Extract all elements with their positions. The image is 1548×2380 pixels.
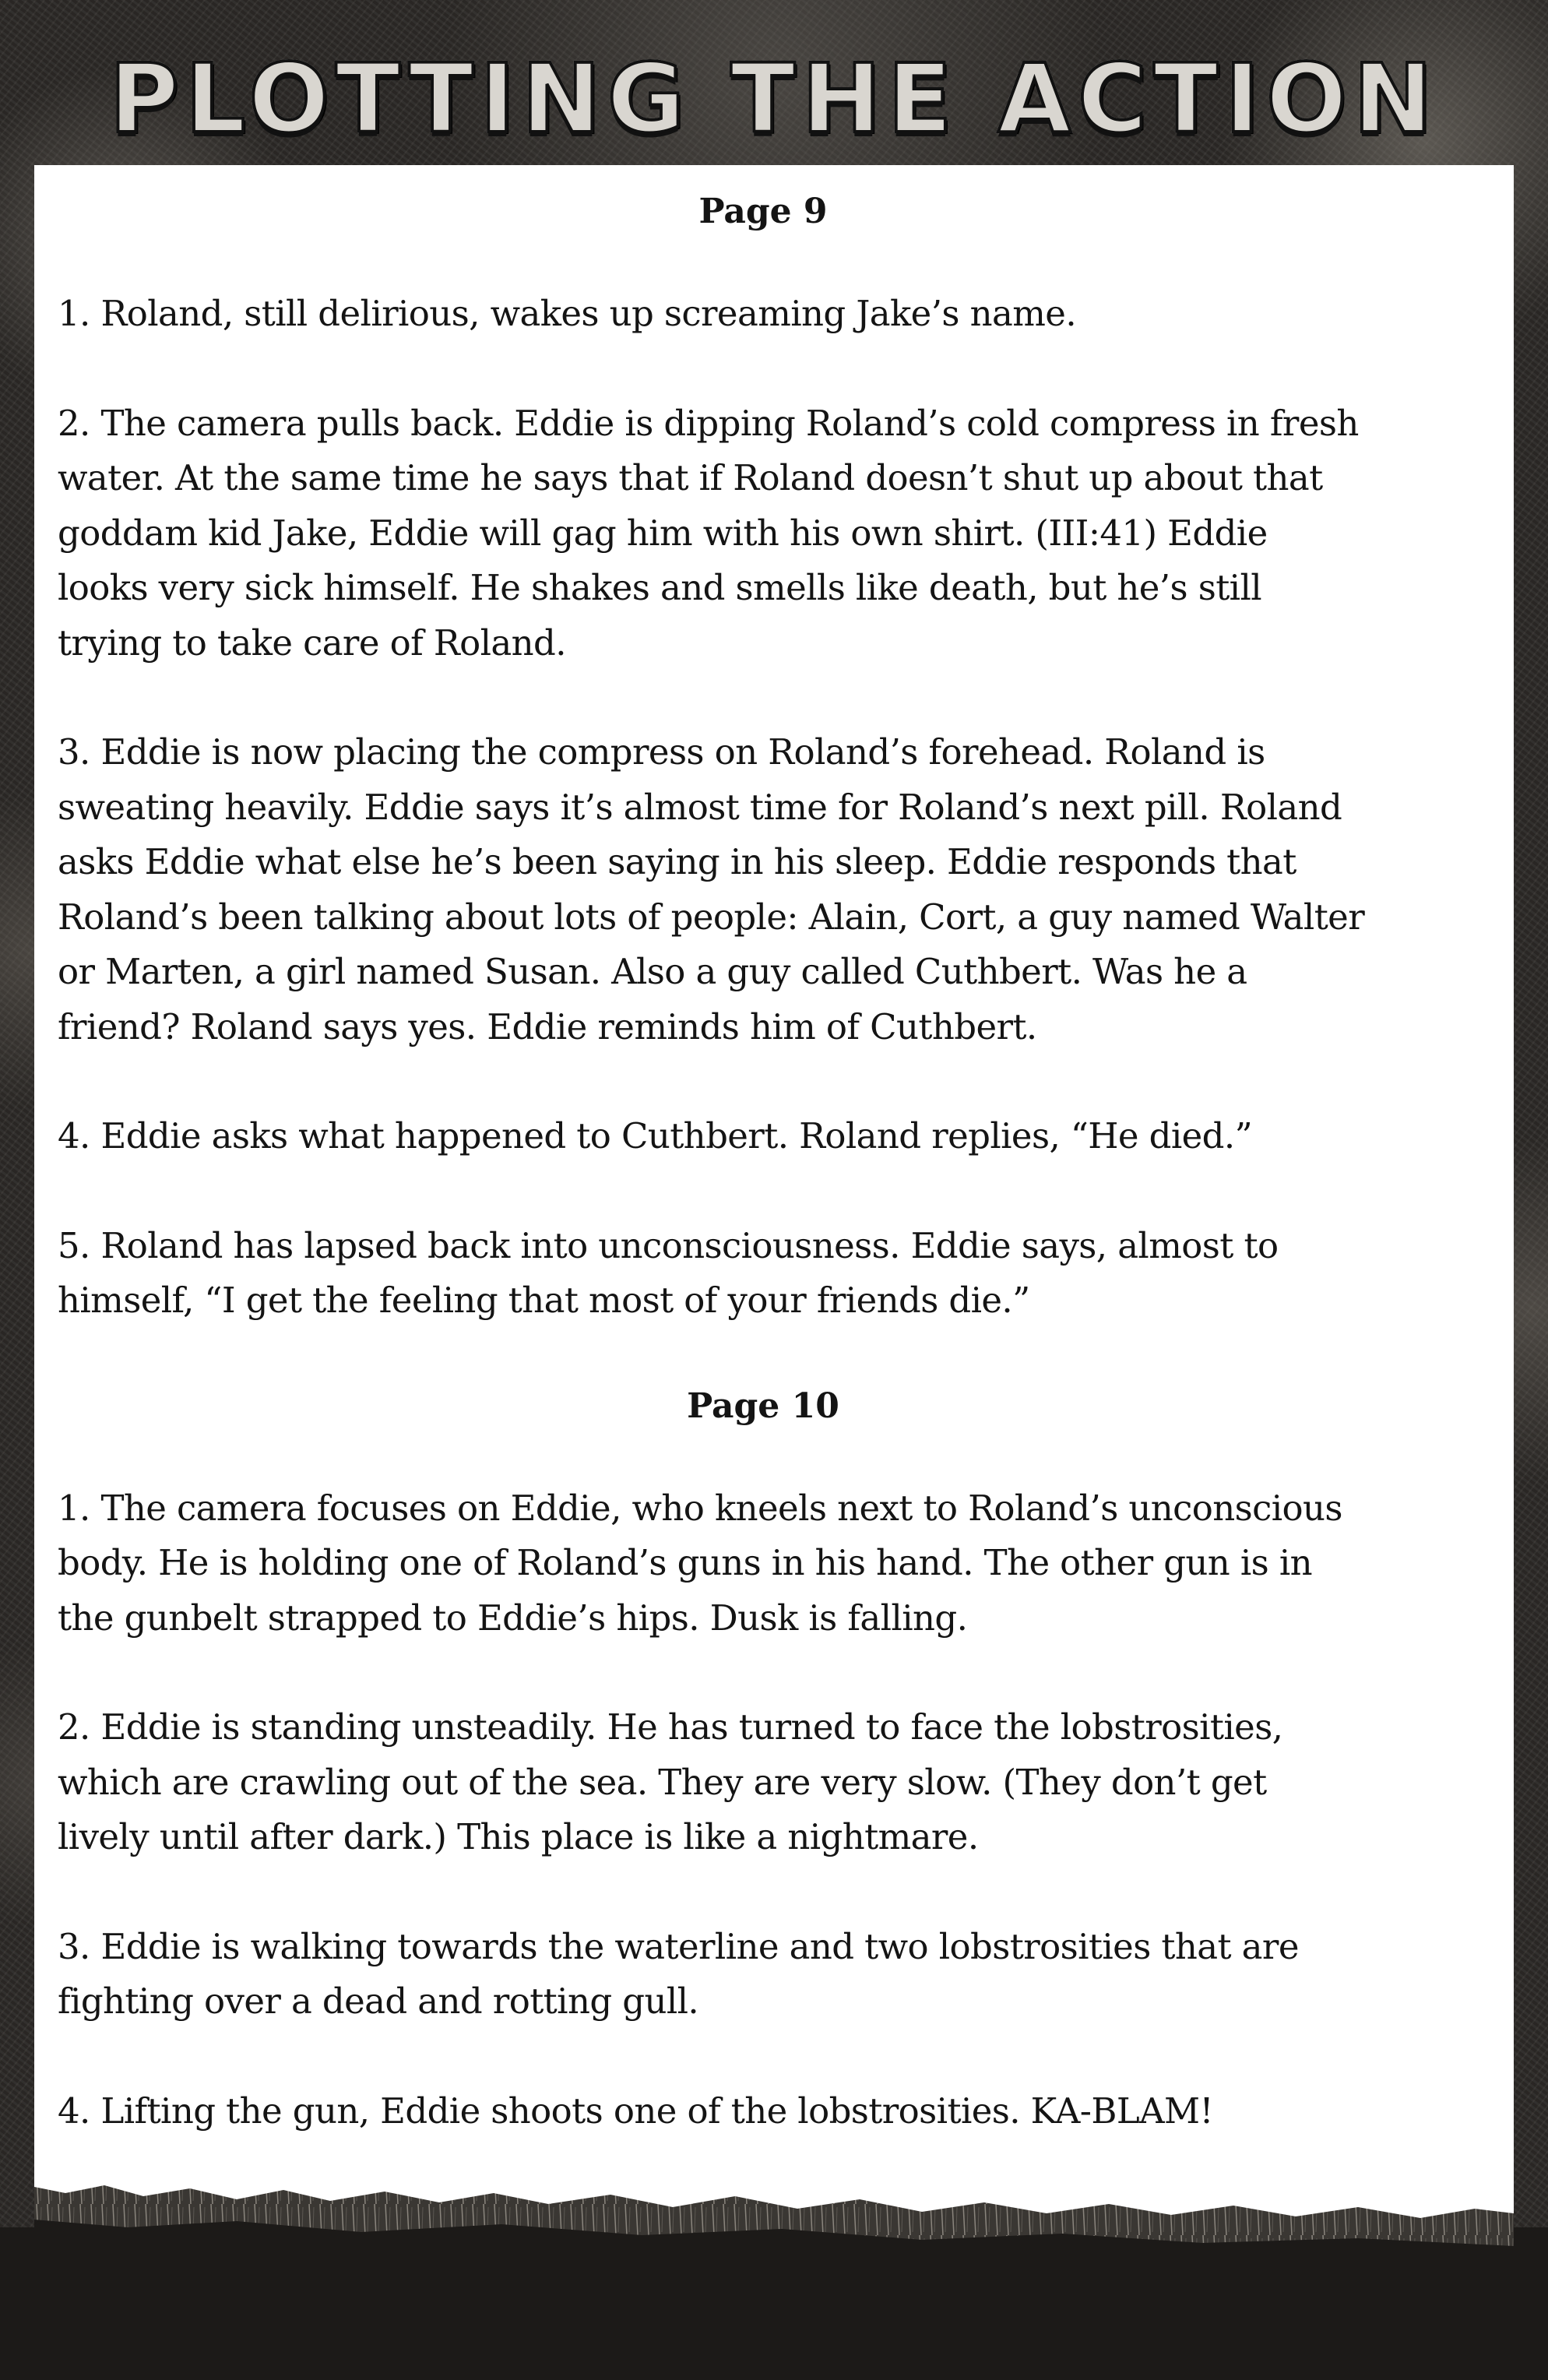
torn-paper-edge bbox=[34, 2173, 1514, 2251]
page-10-item-2: 2. Eddie is standing unsteadily. He has turned to face the lobstrosities, which are crawling out of the sea. They are very slow. (They don’t get lively until after dark.) This place is like a nightmare. bbox=[58, 1706, 1283, 1857]
section-heading-page-10: Page 10 bbox=[687, 1385, 839, 1426]
page-9-item-1: 1. Roland, still delirious, wakes up screaming Jake’s name. bbox=[58, 293, 1077, 334]
page-title: PLOTTING THE ACTION bbox=[0, 40, 1548, 157]
page-9-item-2: 2. The camera pulls back. Eddie is dipping Roland’s cold compress in fresh water. At the same time he says that if Roland doesn’t shut up about that goddam kid Jake, Eddie will gag him with his own shirt. (III:41) Eddie looks very sick himself. He shakes and smells like death, but he’s still trying to take care of Roland. bbox=[58, 402, 1359, 664]
script-panel bbox=[34, 165, 1514, 2229]
page-9-item-3: 3. Eddie is now placing the compress on Roland’s forehead. Roland is sweating heavily. Eddie says it’s almost time for Roland’s next pill. Roland asks Eddie what else he’s been saying in his sleep. Eddie responds that Roland’s been talking about lots of people: Alain, Cort, a guy named Walter or Marten, a girl named Susan. Also a guy called Cuthbert. Was he a friend? Roland says yes. Eddie reminds him of Cuthbert. bbox=[58, 731, 1365, 1047]
page-10-item-4: 4. Lifting the gun, Eddie shoots one of the lobstrosities. KA-BLAM! bbox=[58, 2090, 1213, 2132]
page-9-item-4: 4. Eddie asks what happened to Cuthbert. Roland replies, “He died.” bbox=[58, 1115, 1252, 1157]
page-9-item-5: 5. Roland has lapsed back into unconsciousness. Eddie says, almost to himself, “I get the feeling that most of your friends die.” bbox=[58, 1224, 1279, 1321]
page-10-item-3: 3. Eddie is walking towards the waterline and two lobstrosities that are fighting over a dead and rotting gull. bbox=[58, 1925, 1299, 2022]
page-10-item-1: 1. The camera focuses on Eddie, who kneels next to Roland’s unconscious body. He is holding one of Roland’s guns in his hand. The other gun is in the gunbelt strapped to Eddie’s hips. Dusk is falling. bbox=[58, 1487, 1342, 1639]
section-heading-page-9: Page 9 bbox=[698, 192, 828, 231]
